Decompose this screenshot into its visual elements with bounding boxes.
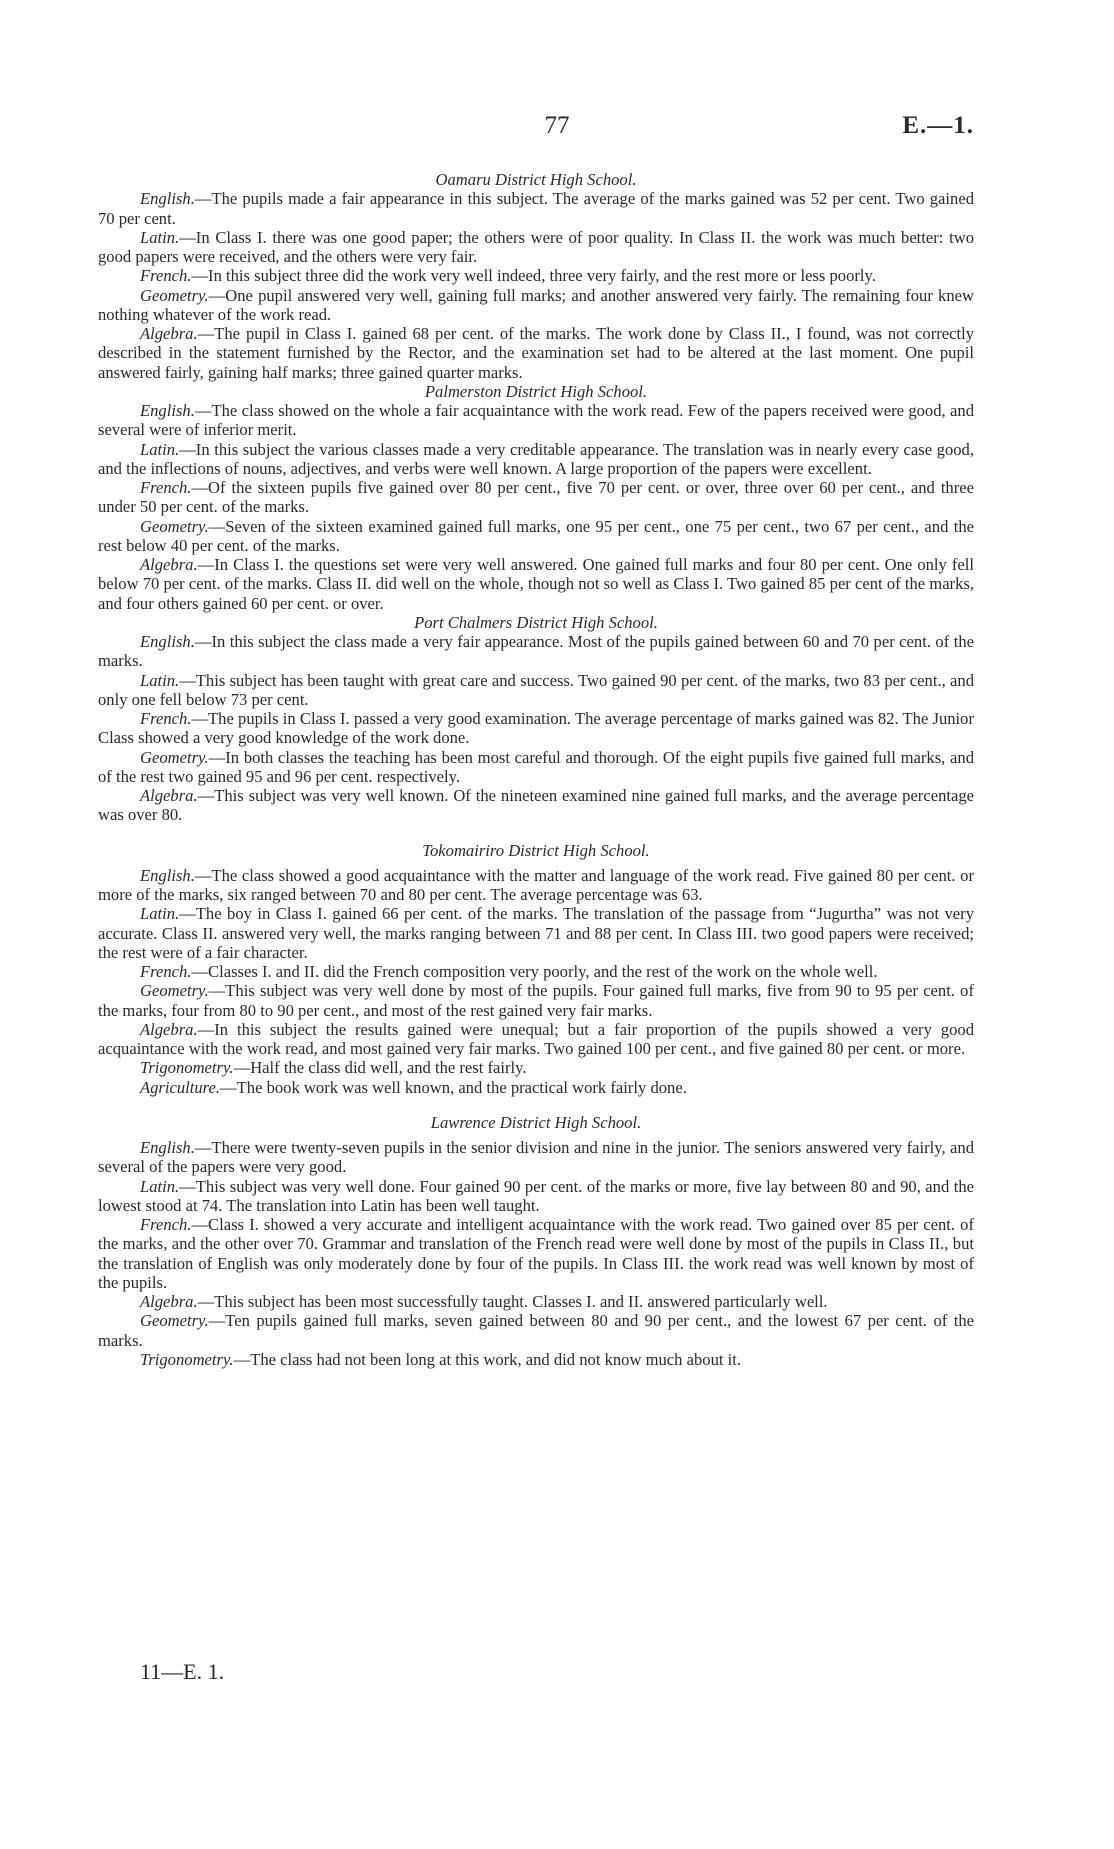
school-heading: Oamaru District High School. <box>435 170 637 189</box>
subject-paragraph <box>98 266 974 285</box>
subject-paragraph <box>98 286 974 325</box>
subject-name: English. <box>140 865 195 885</box>
subject-text: —This subject was very well done by most of the pupils. Four gained full marks, five from 90 to 95 per cent. of the marks, four from 80 to 90 per cent., and most of the rest gained very fair marks. <box>98 981 974 1020</box>
subject-text: —Class I. showed a very accurate and intelligent acquaintance with the work read. Two gained over 85 per cent. of the marks, and the other over 70. Grammar and translation of the French read were well done by most of the pupils in Class II., but the translation of English was only moderately done by four of the pupils. In Class III. the work read was well known by most of the pupils. <box>98 1215 974 1292</box>
subject-name: Geometry. <box>140 1311 209 1331</box>
subject-paragraph <box>98 1292 974 1311</box>
subject-name: Geometry. <box>140 747 209 767</box>
subject-paragraph <box>98 709 974 748</box>
subject-paragraph <box>98 440 974 479</box>
subject-paragraph <box>98 189 974 228</box>
subject-text: —The pupils made a fair appearance in this subject. The average of the marks gained was 52 per cent. Two gained 70 per cent. <box>98 189 974 228</box>
subject-text: —This subject was very well done. Four gained 90 per cent. of the marks or more, five lay between 80 and 90, and the lowest stood at 74. The translation into Latin has been well taught. <box>98 1176 974 1215</box>
subject-name: English. <box>140 401 195 420</box>
subject-name: French. <box>140 266 192 286</box>
subject-name: Algebra. <box>140 1292 198 1311</box>
subject-name: English. <box>140 632 195 651</box>
subject-name: Algebra. <box>140 1019 198 1039</box>
subject-paragraph <box>98 748 974 787</box>
subject-text: —This subject has been taught with great care and success. Two gained 90 per cent. of the marks, two 83 per cent., and only one fell below 73 per cent. <box>98 670 974 709</box>
subject-text: —This subject was very well known. Of the nineteen examined nine gained full marks, and the average percentage was over 80. <box>98 786 974 825</box>
subject-name: English. <box>140 189 195 209</box>
subject-paragraph <box>98 1350 974 1369</box>
signature-mark: 11—E. 1. <box>140 1659 225 1684</box>
subject-paragraph <box>98 1311 974 1350</box>
subject-name: Latin. <box>140 439 180 459</box>
subject-paragraph <box>98 517 974 556</box>
subject-text: —Classes I. and II. did the French composition very poorly, and the rest of the work on the whole well. <box>191 962 878 981</box>
subject-text: —The class had not been long at this work, and did not know much about it. <box>233 1349 741 1369</box>
subject-name: Latin. <box>140 904 180 924</box>
subject-text: —Seven of the sixteen examined gained full marks, one 95 per cent., one 75 per cent., two 67 per cent., and the rest below 40 per cent. of the marks. <box>98 516 974 555</box>
subject-text: —The book work was well known, and the practical work fairly done. <box>220 1077 687 1097</box>
subject-paragraph <box>98 1215 974 1292</box>
subject-paragraph <box>98 478 974 517</box>
subject-text: —This subject has been most successfully taught. Classes I. and II. answered particularly well. <box>197 1292 828 1311</box>
subject-text: —Ten pupils gained full marks, seven gained between 80 and 90 per cent., and the lowest 67 per cent. of the marks. <box>98 1311 974 1350</box>
subject-paragraph <box>98 401 974 440</box>
subject-paragraph <box>98 1138 974 1177</box>
subject-paragraph <box>98 228 974 267</box>
page-number: 77 <box>544 112 570 139</box>
subject-text: —In both classes the teaching has been most careful and thorough. Of the eight pupils five gained full marks, and of the rest two gained 95 and 96 per cent. respectively. <box>98 747 974 786</box>
subject-paragraph <box>98 786 974 825</box>
subject-name: French. <box>140 1215 192 1234</box>
subject-paragraph <box>98 962 974 981</box>
subject-paragraph <box>98 981 974 1020</box>
subject-paragraph <box>98 1020 974 1059</box>
subject-text: —Of the sixteen pupils five gained over 80 per cent., five 70 per cent. or over, three over 60 per cent., and three under 50 per cent. of the marks. <box>98 478 974 517</box>
subject-name: Trigonometry. <box>140 1058 234 1078</box>
subject-name: Latin. <box>140 1176 180 1196</box>
subject-paragraph <box>98 1177 974 1216</box>
subject-text: —One pupil answered very well, gaining full marks; and another answered very fairly. The remaining four knew nothing whatever of the work read. <box>98 285 974 324</box>
subject-name: Algebra. <box>140 786 198 805</box>
subject-text: —In this subject the class made a very fair appearance. Most of the pupils gained between 60 and 70 per cent. of the marks. <box>98 632 974 671</box>
subject-paragraph <box>98 904 974 962</box>
subject-paragraph <box>98 555 974 613</box>
subject-name: Latin. <box>140 670 180 690</box>
subject-name: French. <box>140 709 192 728</box>
subject-name: Agriculture. <box>140 1077 221 1097</box>
subject-name: Geometry. <box>140 981 209 1001</box>
subject-text: —In Class I. there was one good paper; the others were of poor quality. In Class II. the work was much better: two good papers were received, and the others were very fair. <box>98 227 974 266</box>
subject-paragraph <box>98 1078 974 1097</box>
subject-text: —The pupil in Class I. gained 68 per cent. of the marks. The work done by Class II., I found, was not correctly described in the statement furnished by the Rector, and the examination set had to be altered at the last moment. One pupil answered fairly, gaining half marks; three gained quarter marks. <box>98 324 974 382</box>
subject-name: Geometry. <box>140 516 209 536</box>
subject-text: —The class showed a good acquaintance with the matter and language of the work read. Five gained 80 per cent. or more of the marks, six ranged between 70 and 80 per cent. The average percentage was 63. <box>98 865 974 904</box>
report-body <box>98 170 974 1369</box>
subject-text: —The pupils in Class I. passed a very good examination. The average percentage of marks gained was 82. The Junior Class showed a very good knowledge of the work done. <box>98 709 974 748</box>
school-heading: Lawrence District High School. <box>430 1112 642 1132</box>
subject-text: —In this subject the various classes made a very creditable appearance. The translation was in nearly every case good, and the inflections of nouns, adjectives, and verbs were well known. A large proportion of the papers were excellent. <box>98 439 974 478</box>
subject-text: —There were twenty-seven pupils in the senior division and nine in the junior. The seniors answered very fairly, and several of the papers were very good. <box>98 1138 974 1177</box>
subject-name: Algebra. <box>140 555 198 574</box>
subject-text: —The class showed on the whole a fair acquaintance with the work read. Few of the papers received were good, and several were of inferior merit. <box>98 401 974 440</box>
subject-text: —Half the class did well, and the rest fairly. <box>233 1058 527 1078</box>
subject-name: Latin. <box>140 227 180 247</box>
subject-paragraph <box>98 1058 974 1077</box>
subject-name: Trigonometry. <box>140 1349 234 1369</box>
school-heading: Palmerston District High School. <box>424 381 648 401</box>
subject-paragraph <box>98 866 974 905</box>
subject-name: French. <box>140 478 192 497</box>
subject-name: Algebra. <box>140 324 198 343</box>
subject-paragraph <box>98 671 974 710</box>
subject-text: —In this subject the results gained were unequal; but a fair proportion of the pupils showed a very good acquaintance with the work read, and most gained very fair marks. Two gained 100 per cent., and five gained 80 per cent. or more. <box>98 1019 974 1058</box>
document-code: E.—1. <box>902 112 974 139</box>
subject-text: —The boy in Class I. gained 66 per cent. of the marks. The translation of the passage from “Jugurtha” was not very accurate. Class II. answered very well, the marks ranging between 71 and 88 per cent. In Class III. two good papers were received; the rest were of a fair character. <box>98 904 974 962</box>
subject-name: English. <box>140 1138 195 1157</box>
subject-name: French. <box>140 962 192 981</box>
subject-text: —In Class I. the questions set were very well answered. One gained full marks and four 80 per cent. One only fell below 70 per cent. of the marks. Class II. did well on the whole, though not so well as Class I. Two gained 85 per cent of the marks, and four others gained 60 per cent. or over. <box>98 555 974 613</box>
subject-name: Geometry. <box>140 285 209 305</box>
school-heading: Port Chalmers District High School. <box>414 612 658 632</box>
subject-text: —In this subject three did the work very well indeed, three very fairly, and the rest more or less poorly. <box>191 266 876 286</box>
school-heading: Tokomairiro District High School. <box>422 840 650 860</box>
subject-paragraph <box>98 324 974 382</box>
subject-paragraph <box>98 632 974 671</box>
